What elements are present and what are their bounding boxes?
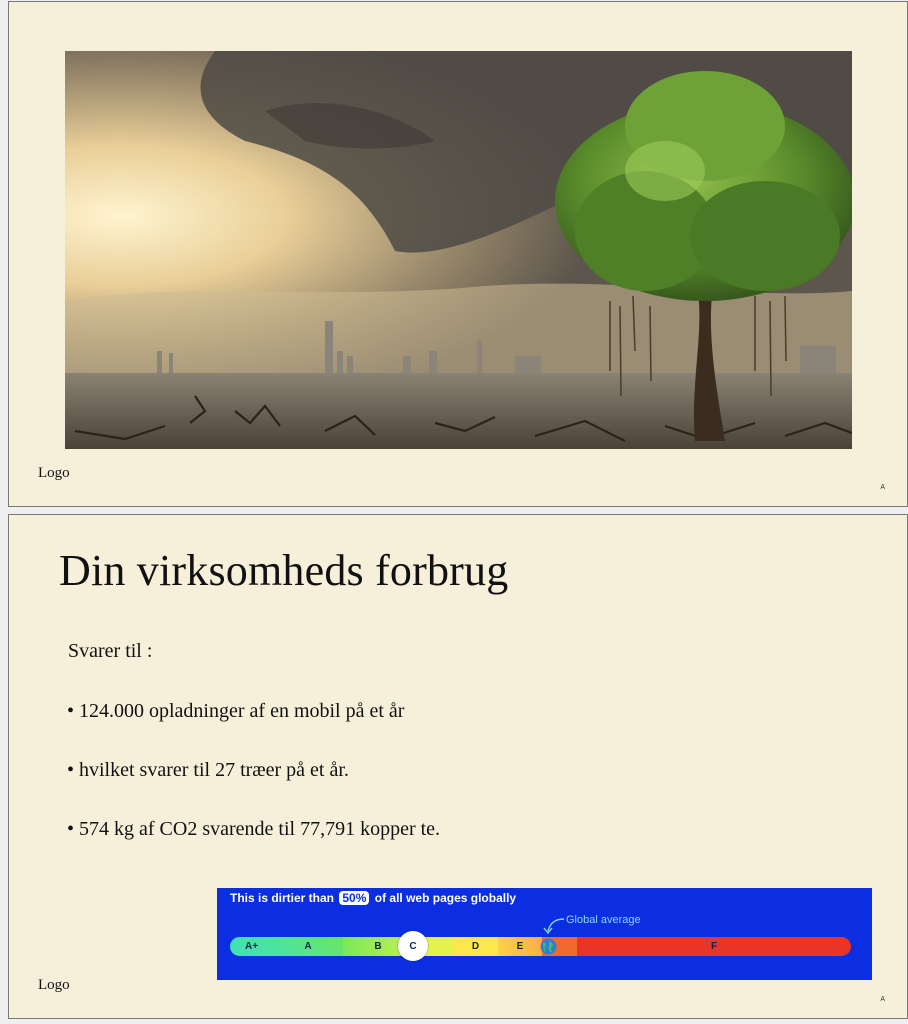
bullet-dot: •: [67, 818, 75, 840]
current-grade-marker: C: [398, 931, 428, 961]
climate-scene-image: [65, 51, 852, 449]
grade-d: D: [453, 937, 498, 956]
headline-suffix: of all web pages globally: [374, 891, 517, 905]
bullet-dot: •: [67, 759, 75, 781]
bullet-item: [67, 815, 507, 843]
bullet-item: [67, 756, 507, 784]
bullet-dot: •: [67, 700, 75, 722]
logo-text: Logo: [38, 977, 70, 993]
badge-headline: [230, 891, 516, 905]
percent-value: 50%: [339, 891, 369, 905]
page-marker: A: [880, 484, 885, 491]
slide-title: Din virksomheds forbrug: [59, 546, 509, 595]
grade-a: A: [273, 937, 343, 956]
grade-f: F: [577, 937, 851, 956]
grade-b: B: [343, 937, 413, 956]
page-marker: A: [880, 996, 885, 1003]
globe-icon: [540, 938, 557, 955]
slide-1[interactable]: [8, 1, 908, 507]
curved-arrow-icon: [542, 916, 566, 936]
logo-text: Logo: [38, 465, 70, 481]
bullet-text: 574 kg af CO2 svarende til 77,791 kopper te.: [79, 818, 441, 840]
bullet-item: [67, 697, 507, 725]
bullet-text: hvilket svarer til 27 træer på et år.: [79, 759, 349, 781]
grade-aplus: A+: [230, 937, 273, 956]
bullet-list: [67, 697, 507, 874]
headline-prefix: This is dirtier than: [230, 891, 335, 905]
grade-e: E: [498, 937, 542, 956]
bullet-text: 124.000 opladninger af en mobil på et år: [79, 700, 405, 722]
intro-text: Svarer til :: [68, 640, 153, 662]
global-average-label: Global average: [566, 914, 641, 926]
carbon-badge[interactable]: [217, 888, 872, 980]
slide-2[interactable]: [8, 514, 908, 1019]
